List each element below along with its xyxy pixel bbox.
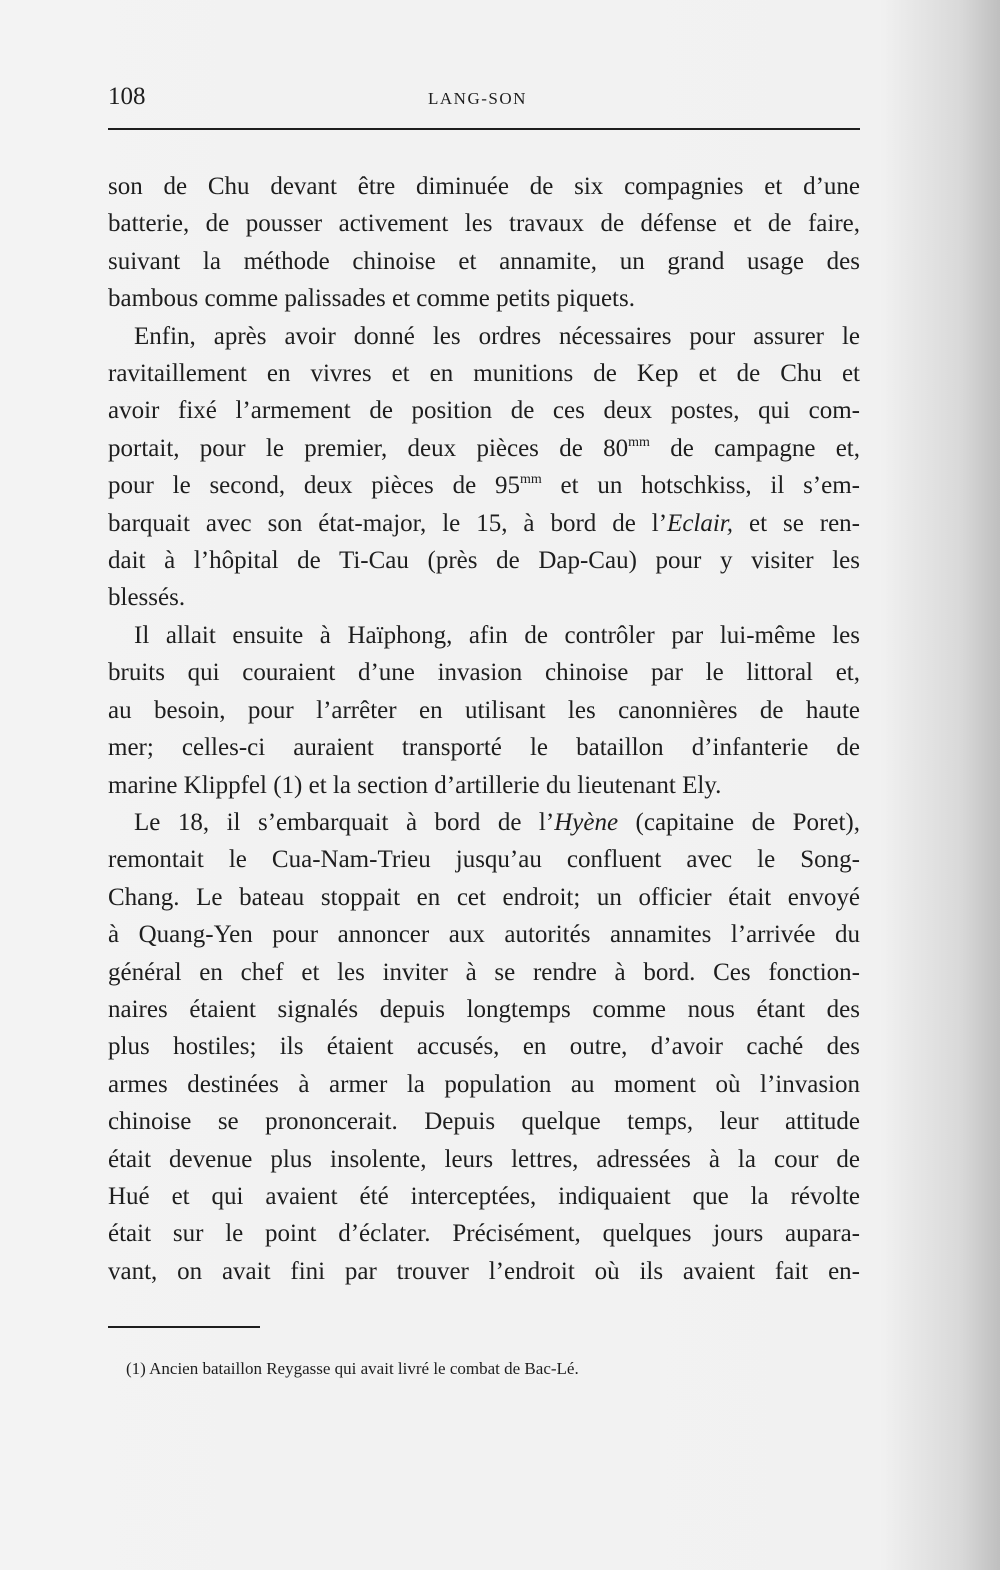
text-line: son de Chu devant être diminuée de six compagnies et d’une <box>108 173 860 200</box>
text-segment: pour le second, deux pièces de 95 <box>108 472 520 500</box>
text-line: Enfin, après avoir donné les ordres nécessaires pour assurer le <box>134 322 860 350</box>
text-line: bruits qui couraient d’une invasion chinoise par le littoral et, <box>108 659 860 687</box>
page-header <box>108 80 860 120</box>
paragraph-4 <box>108 804 860 1290</box>
text-line: dait à l’hôpital de Ti-Cau (près de Dap-Cau) pour y visiter les <box>108 547 860 575</box>
text-line: batterie, de pousser activement les travaux de défense et de faire, <box>108 210 860 238</box>
text-segment: et un hotschkiss, il s’em- <box>541 472 861 500</box>
text-line: général en chef et les inviter à se rendre à bord. Ces fonction- <box>108 958 860 986</box>
paragraph-1 <box>108 168 860 318</box>
footnote-rule <box>108 1326 260 1328</box>
text-segment: Le 18, il s’embarquait à bord de l’ <box>134 808 555 836</box>
text-line: vant, on avait fini par trouver l’endroit où ils avaient fait en- <box>108 1257 860 1285</box>
text-line: avoir fixé l’armement de position de ces deux postes, qui com- <box>108 397 860 425</box>
text-line: Chang. Le bateau stoppait en cet endroit; un officier était envoyé <box>108 883 860 911</box>
header-rule <box>108 128 860 130</box>
text-line: Il allait ensuite à Haïphong, afin de contrôler par lui-même les <box>134 621 860 649</box>
ship-name-eclair: Eclair, <box>667 509 734 537</box>
paragraph-3 <box>108 617 860 804</box>
paragraph-2 <box>108 318 860 617</box>
text-segment: portait, pour le premier, deux pièces de 80 <box>108 434 629 462</box>
text-line: armes destinées à armer la population au moment où l’invasion <box>108 1070 860 1098</box>
text-line: était devenue plus insolente, leurs lettres, adressées à la cour de <box>108 1145 860 1173</box>
text-line: Hué et qui avaient été interceptées, indiquaient que la révolte <box>108 1182 860 1210</box>
text-segment: (capitaine de Poret), <box>618 808 860 836</box>
text-line: mer; celles-ci auraient transporté le bataillon d’infanterie de <box>108 734 860 762</box>
ship-name-hyene: Hyène <box>554 808 619 836</box>
text-line: plus hostiles; ils étaient accusés, en outre, d’avoir caché des <box>108 1033 860 1061</box>
text-line: bambous comme palissades et comme petits piquets. <box>108 285 635 313</box>
text-segment: barquait avec son état-major, le 15, à bord de l’ <box>108 509 668 537</box>
footnote: (1) Ancien bataillon Reygasse qui avait livré le combat de Bac-Lé. <box>126 1359 579 1378</box>
text-segment: de campagne et, <box>649 434 861 462</box>
text-line: ravitaillement en vivres et en munitions de Kep et de Chu et <box>108 360 860 388</box>
running-head: LANG-SON <box>428 89 527 108</box>
text-line: chinoise se prononcerait. Depuis quelque temps, leur attitude <box>108 1108 860 1136</box>
text-line: était sur le point d’éclater. Précisément, quelques jours aupara- <box>108 1220 860 1248</box>
text-line <box>108 505 860 542</box>
text-line: naires étaient signalés depuis longtemps comme nous étant des <box>108 995 860 1023</box>
text-line <box>108 804 860 841</box>
page-number: 108 <box>108 83 146 110</box>
text-line: remontait le Cua-Nam-Trieu jusqu’au confluent avec le Song- <box>108 846 860 874</box>
text-line <box>108 430 860 467</box>
superscript-mm: mm <box>628 434 650 450</box>
body-text <box>108 168 860 1290</box>
text-line: suivant la méthode chinoise et annamite, un grand usage des <box>108 247 860 275</box>
text-line: blessés. <box>108 584 186 612</box>
text-line <box>108 467 860 504</box>
text-segment: et se ren- <box>733 509 860 537</box>
text-line: à Quang-Yen pour annoncer aux autorités annamites l’arrivée du <box>108 921 860 949</box>
text-line: au besoin, pour l’arrêter en utilisant les canonnières de haute <box>108 696 860 724</box>
superscript-mm: mm <box>519 472 542 488</box>
text-line: marine Klippfel (1) et la section d’artillerie du lieutenant Ely. <box>108 771 722 799</box>
